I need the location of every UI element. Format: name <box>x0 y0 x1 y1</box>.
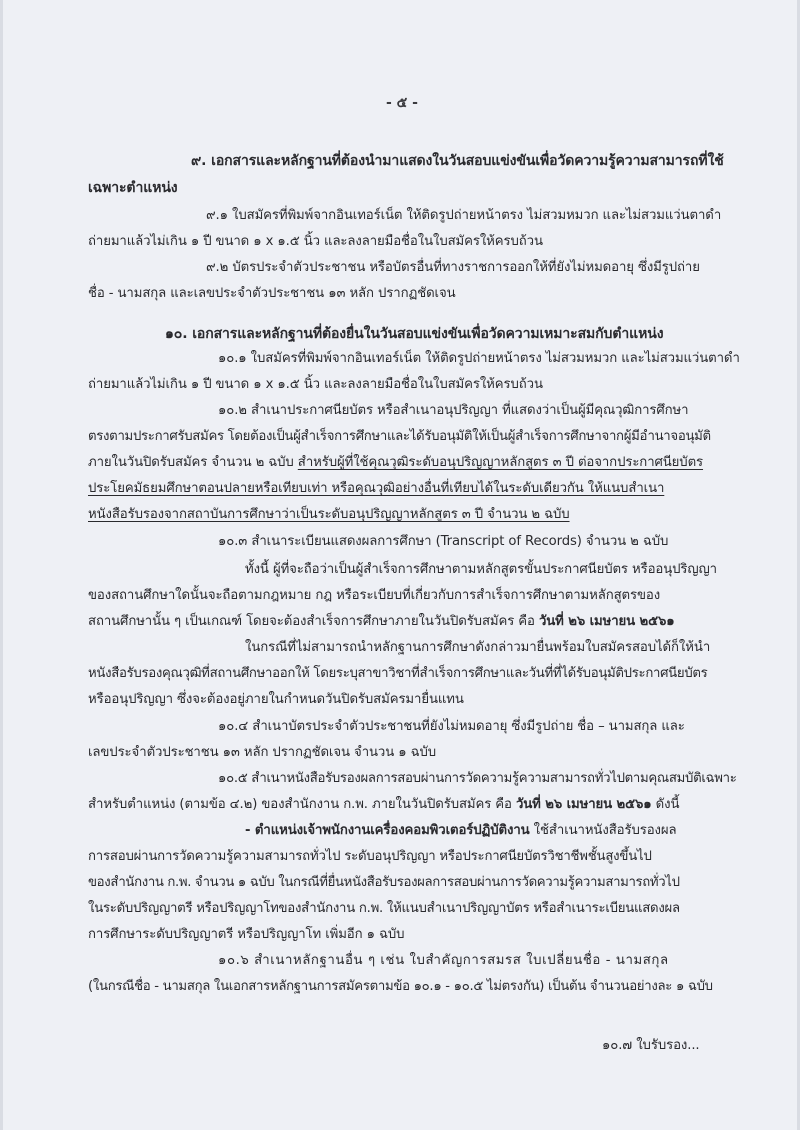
item-10-5-line-2 <box>88 796 679 814</box>
position-line-5: การศึกษาระดับปริญญาตรี หรือปริญญาโท เพิ่มอีก ๑ ฉบับ <box>88 927 405 942</box>
item-10-5-line-2-plain: สำหรับตำแหน่ง (ตามข้อ ๔.๒) ของสำนักงาน ก.พ. ภายในวันปิดรับสมัคร คือ <box>88 797 516 812</box>
position-line-3: ของสำนักงาน ก.พ. จำนวน ๑ ฉบับ ในกรณีที่ยื่นหนังสือรับรองผลการสอบผ่านการวัดความรู้ความสามารถทั่วไป <box>88 875 680 890</box>
item-10-5-line-2-tail: ดังนี้ <box>651 797 680 812</box>
note-1-line-2: ของสถานศึกษาใดนั้นจะถือตามกฎหมาย กฎ หรือระเบียบที่เกี่ยวกับการสำเร็จการศึกษาตามหลักสูตรของ <box>88 588 661 603</box>
item-10-2-line-4: ประโยคมัธยมศึกษาตอนปลายหรือเทียบเท่า หรือคุณวุฒิอย่างอื่นที่เทียบได้ในระดับเดียวกัน ให้แนบสำเนา <box>88 481 665 496</box>
note-2-line-1: ในกรณีที่ไม่สามารถนำหลักฐานการศึกษาดังกล่าวมายื่นพร้อมใบสมัครสอบได้ก็ให้นำ <box>245 640 711 655</box>
item-10-4-line-1: ๑๐.๔ สำเนาบัตรประจำตัวประชาชนที่ยังไม่หมดอายุ ซึ่งมีรูปถ่าย ชื่อ – นามสกุล และ <box>218 719 685 734</box>
note-1-line-3 <box>88 613 675 631</box>
item-10-6-line-2: (ในกรณีชื่อ - นามสกุล ในเอกสารหลักฐานการสมัครตามข้อ ๑๐.๑ - ๑๐.๕ ไม่ตรงกัน) เป็นต้น จำนวนอย่างละ ๑ ฉบับ <box>88 979 713 994</box>
position-line-1-tail: ใช้สำเนาหนังสือรับรองผล <box>529 823 677 838</box>
item-10-2-line-3-underlined: สำหรับผู้ที่ใช้คุณวุฒิระดับอนุปริญญาหลักสูตร ๓ ปี ต่อจากประกาศนียบัตร <box>297 455 704 470</box>
item-10-2-line-2: ตรงตามประกาศรับสมัคร โดยต้องเป็นผู้สำเร็จการศึกษาและได้รับอนุมัติให้เป็นผู้สำเร็จการศึกษาจากผู้มีอำนาจอนุมัติ <box>88 429 711 444</box>
position-line-4: ในระดับปริญญาตรี หรือปริญญาโทของสำนักงาน ก.พ. ให้แนบสำเนาปริญญาบัตร หรือสำเนาระเบียนแสดงผล <box>88 901 680 916</box>
page-number: - ๕ - <box>386 95 418 111</box>
item-10-5-line-1: ๑๐.๕ สำเนาหนังสือรับรองผลการสอบผ่านการวัดความรู้ความสามารถทั่วไปตามคุณสมบัติเฉพาะ <box>218 771 737 786</box>
item-10-6-line-1: ๑๐.๖ สำเนาหลักฐานอื่น ๆ เช่น ใบสำคัญการสมรส ใบเปลี่ยนชื่อ - นามสกุล <box>218 953 669 968</box>
item-10-1-line-1: ๑๐.๑ ใบสมัครที่พิมพ์จากอินเทอร์เน็ต ให้ติดรูปถ่ายหน้าตรง ไม่สวมหมวก และไม่สวมแว่นตาดำ <box>218 351 740 366</box>
section-10-heading: ๑๐. เอกสารและหลักฐานที่ต้องยื่นในวันสอบแข่งขันเพื่อวัดความเหมาะสมกับตำแหน่ง <box>165 326 664 342</box>
item-10-1-line-2: ถ่ายมาแล้วไม่เกิน ๑ ปี ขนาด ๑ x ๑.๕ นิ้ว และลงลายมือชื่อในใบสมัครให้ครบถ้วน <box>88 377 543 392</box>
continuation-marker: ๑๐.๗ ใบรับรอง... <box>602 1038 700 1053</box>
position-line-2: การสอบผ่านการวัดความรู้ความสามารถทั่วไป ระดับอนุปริญญา หรือประกาศนียบัตรวิชาชีพชั้นสูงขึ้นไป <box>88 849 652 864</box>
item-9-2-line-2: ชื่อ - นามสกุล และเลขประจำตัวประชาชน ๑๓ หลัก ปรากฏชัดเจน <box>88 286 456 301</box>
section-9-heading-cont: เฉพาะตำแหน่ง <box>88 180 178 196</box>
item-10-2-line-3 <box>88 454 703 472</box>
note-2-line-2: หนังสือรับรองคุณวุฒิที่สถานศึกษาออกให้ โดยระบุสาขาวิชาที่สำเร็จการศึกษาและวันที่ที่ได้รับอนุมัติประกาศนียบัตร <box>88 666 708 681</box>
note-2-line-3: หรืออนุปริญญา ซึ่งจะต้องอยู่ภายในกำหนดวันปิดรับสมัครมายื่นแทน <box>88 692 464 707</box>
item-10-3: ๑๐.๓ สำเนาระเบียนแสดงผลการศึกษา (Transcript of Records) จำนวน ๒ ฉบับ <box>218 534 669 549</box>
item-9-1-line-1: ๙.๑ ใบสมัครที่พิมพ์จากอินเทอร์เน็ต ให้ติดรูปถ่ายหน้าตรง ไม่สวมหมวก และไม่สวมแว่นตาดำ <box>206 208 722 223</box>
deadline-date-2: วันที่ ๒๖ เมษายน ๒๕๖๑ <box>515 797 652 812</box>
note-1-line-3-plain: สถานศึกษานั้น ๆ เป็นเกณฑ์ โดยจะต้องสำเร็จการศึกษาภายในวันปิดรับสมัคร คือ <box>88 614 539 629</box>
note-1-line-1: ทั้งนี้ ผู้ที่จะถือว่าเป็นผู้สำเร็จการศึกษาตามหลักสูตรขั้นประกาศนียบัตร หรืออนุปริญญา <box>245 562 717 577</box>
item-10-2-line-3-plain: ภายในวันปิดรับสมัคร จำนวน ๒ ฉบับ <box>88 455 298 470</box>
item-10-2-line-1: ๑๐.๒ สำเนาประกาศนียบัตร หรือสำเนาอนุปริญญา ที่แสดงว่าเป็นผู้มีคุณวุฒิการศึกษา <box>218 403 689 418</box>
position-title: - ตำแหน่งเจ้าพนักงานเครื่องคอมพิวเตอร์ปฏิบัติงาน <box>245 823 530 838</box>
item-9-1-line-2: ถ่ายมาแล้วไม่เกิน ๑ ปี ขนาด ๑ x ๑.๕ นิ้ว และลงลายมือชื่อในใบสมัครให้ครบถ้วน <box>88 234 543 249</box>
section-9-heading: ๙. เอกสารและหลักฐานที่ต้องนำมาแสดงในวันสอบแข่งขันเพื่อวัดความรู้ความสามารถที่ใช้ <box>191 153 724 169</box>
deadline-date: วันที่ ๒๖ เมษายน ๒๕๖๑ <box>538 614 675 629</box>
item-9-2-line-1: ๙.๒ บัตรประจำตัวประชาชน หรือบัตรอื่นที่ทางราชการออกให้ที่ยังไม่หมดอายุ ซึ่งมีรูปถ่าย <box>206 260 700 275</box>
item-10-2-line-5: หนังสือรับรองจากสถาบันการศึกษาว่าเป็นระดับอนุปริญญาหลักสูตร ๓ ปี จำนวน ๒ ฉบับ <box>88 507 570 522</box>
position-line-1 <box>245 822 676 840</box>
item-10-4-line-2: เลขประจำตัวประชาชน ๑๓ หลัก ปรากฏชัดเจน จำนวน ๑ ฉบับ <box>88 745 437 760</box>
page-edge-left <box>0 0 3 1130</box>
